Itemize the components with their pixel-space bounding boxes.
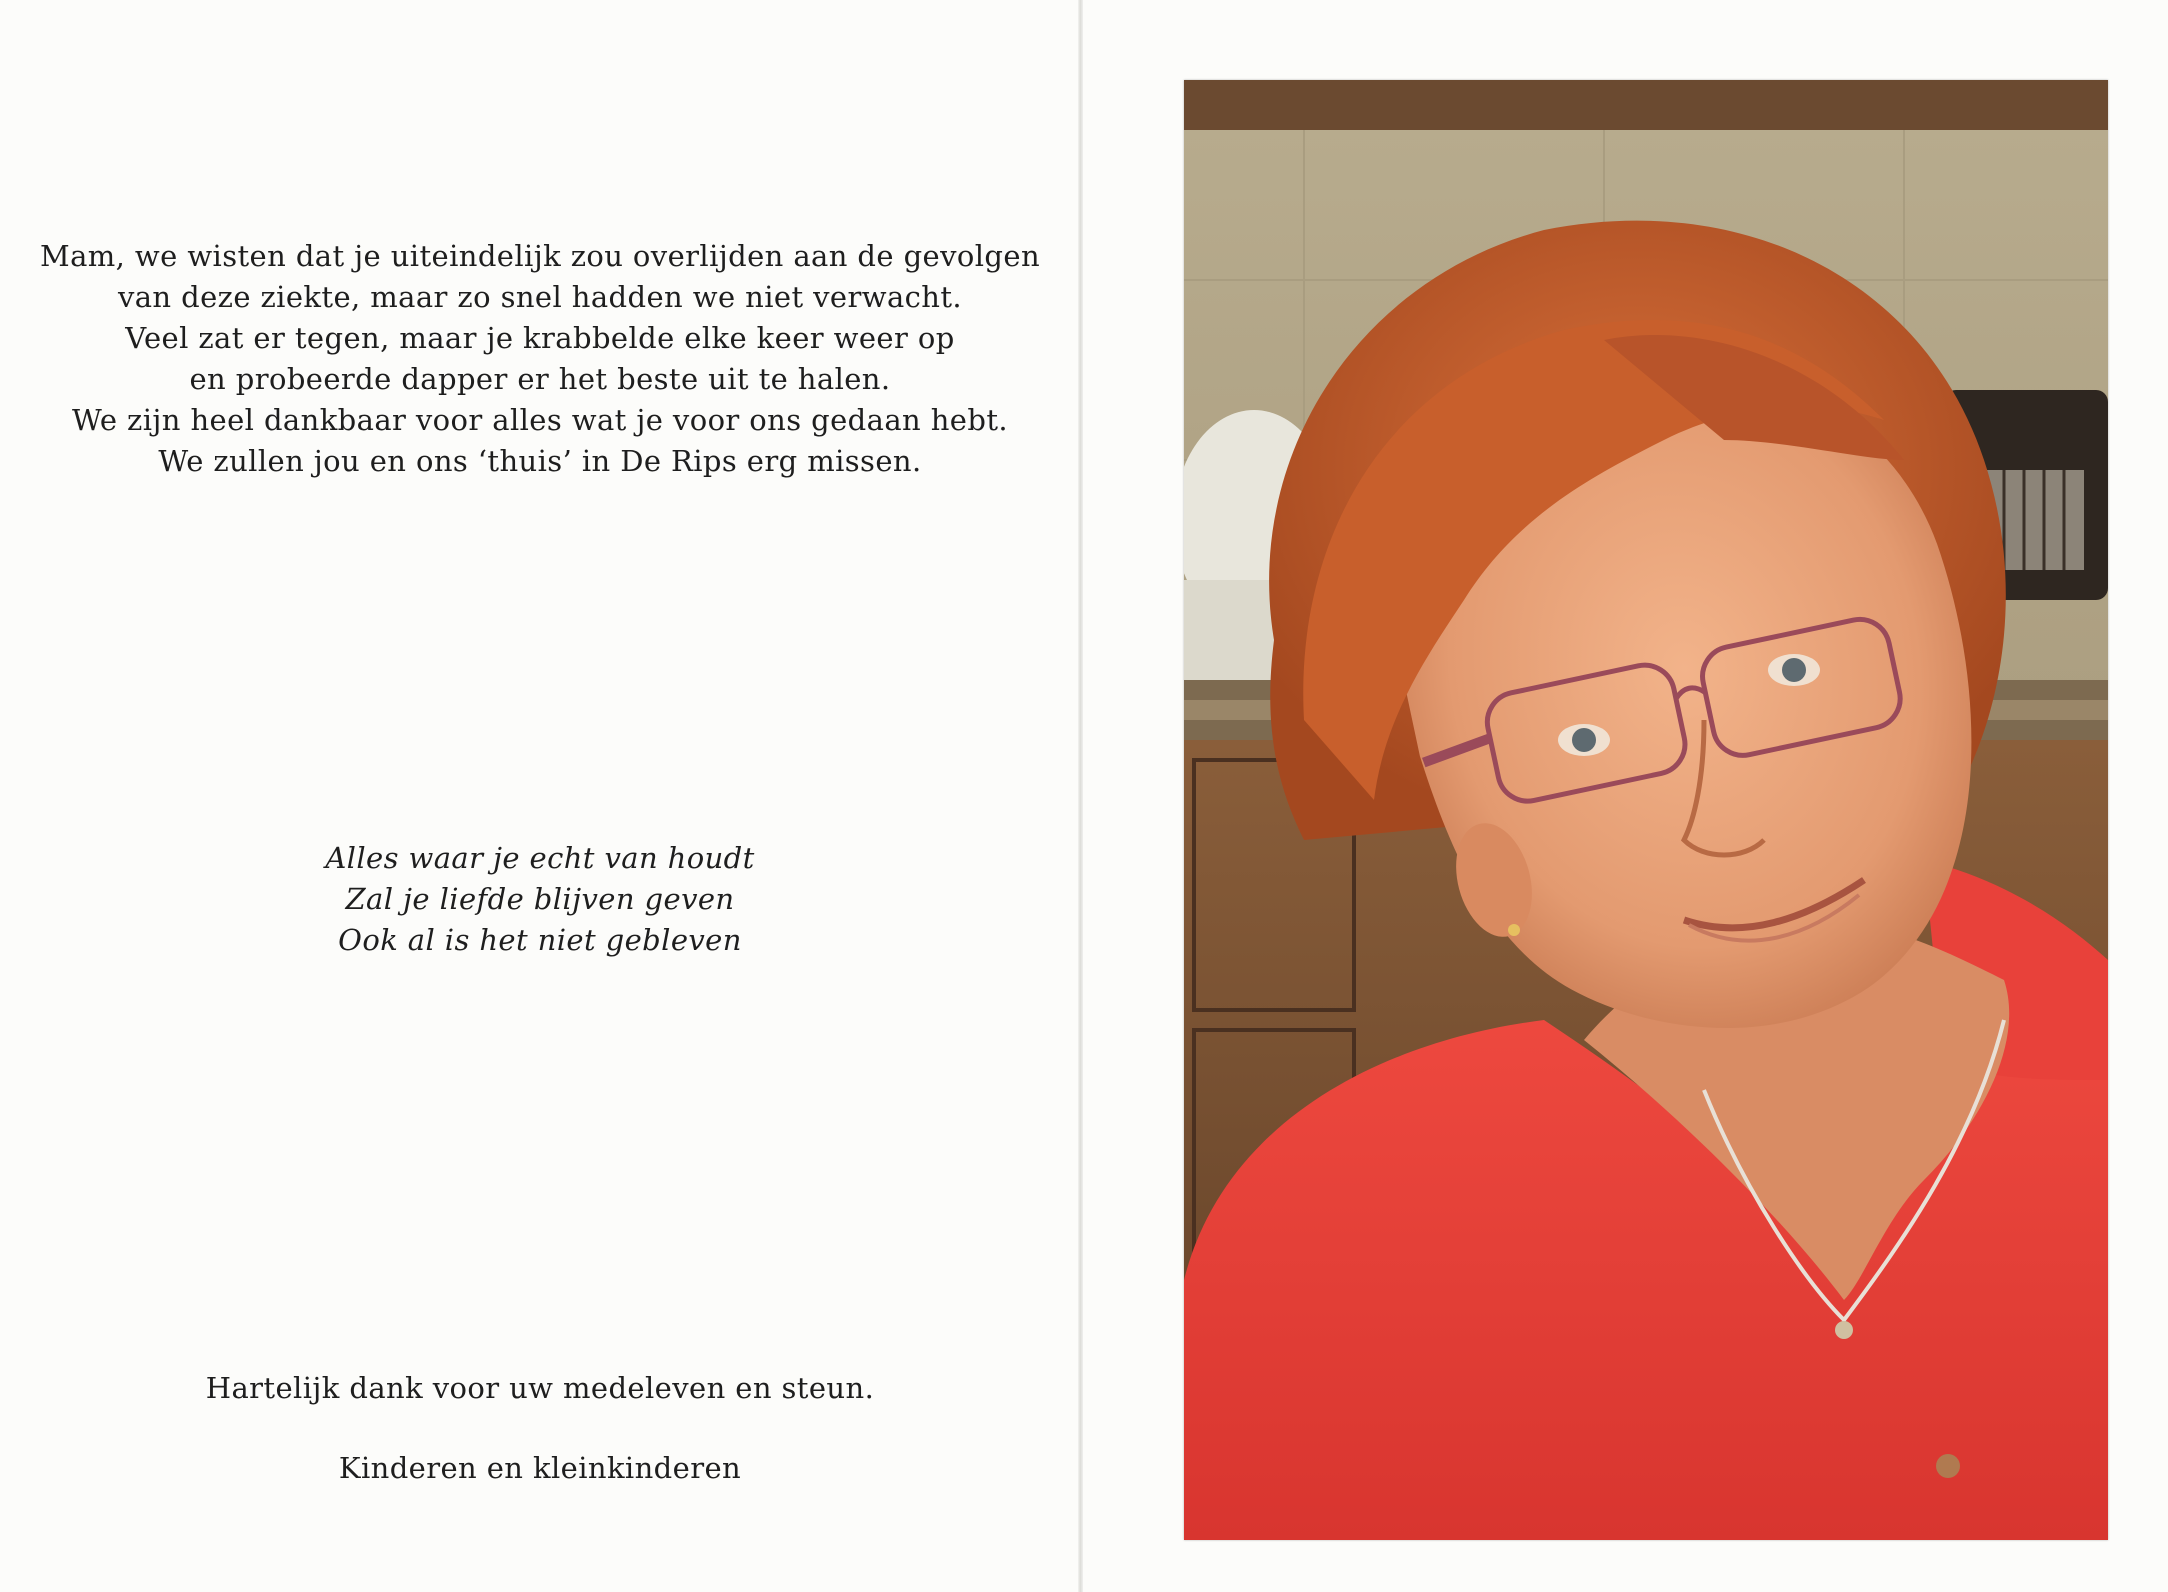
left-page (0, 0, 1078, 1592)
verse-line: Veel zat er tegen, maar je krabbelde elke keer weer op (125, 321, 955, 355)
signature: Kinderen en kleinkinderen (338, 1451, 742, 1485)
quote-line: Alles waar je echt van houdt (325, 841, 755, 875)
poem-quote (40, 838, 1040, 961)
memorial-verse (40, 236, 1040, 482)
verse-line: en probeerde dapper er het beste uit te halen. (189, 362, 891, 396)
verse-line: We zijn heel dankbaar voor alles wat je voor ons gedaan hebt. (72, 403, 1008, 437)
quote-line: Zal je liefde blijven geven (345, 882, 735, 916)
verse-line: We zullen jou en ons ‘thuis’ in De Rips erg missen. (158, 444, 922, 478)
portrait-illustration (1184, 80, 2108, 1540)
verse-line: van deze ziekte, maar zo snel hadden we niet verwacht. (117, 280, 963, 314)
quote-line: Ook al is het niet gebleven (338, 923, 742, 957)
portrait-photo (1184, 80, 2108, 1540)
verse-line: Mam, we wisten dat je uiteindelijk zou overlijden aan de gevolgen (40, 239, 1041, 273)
thank-you-note: Hartelijk dank voor uw medeleven en steun. (205, 1371, 875, 1405)
